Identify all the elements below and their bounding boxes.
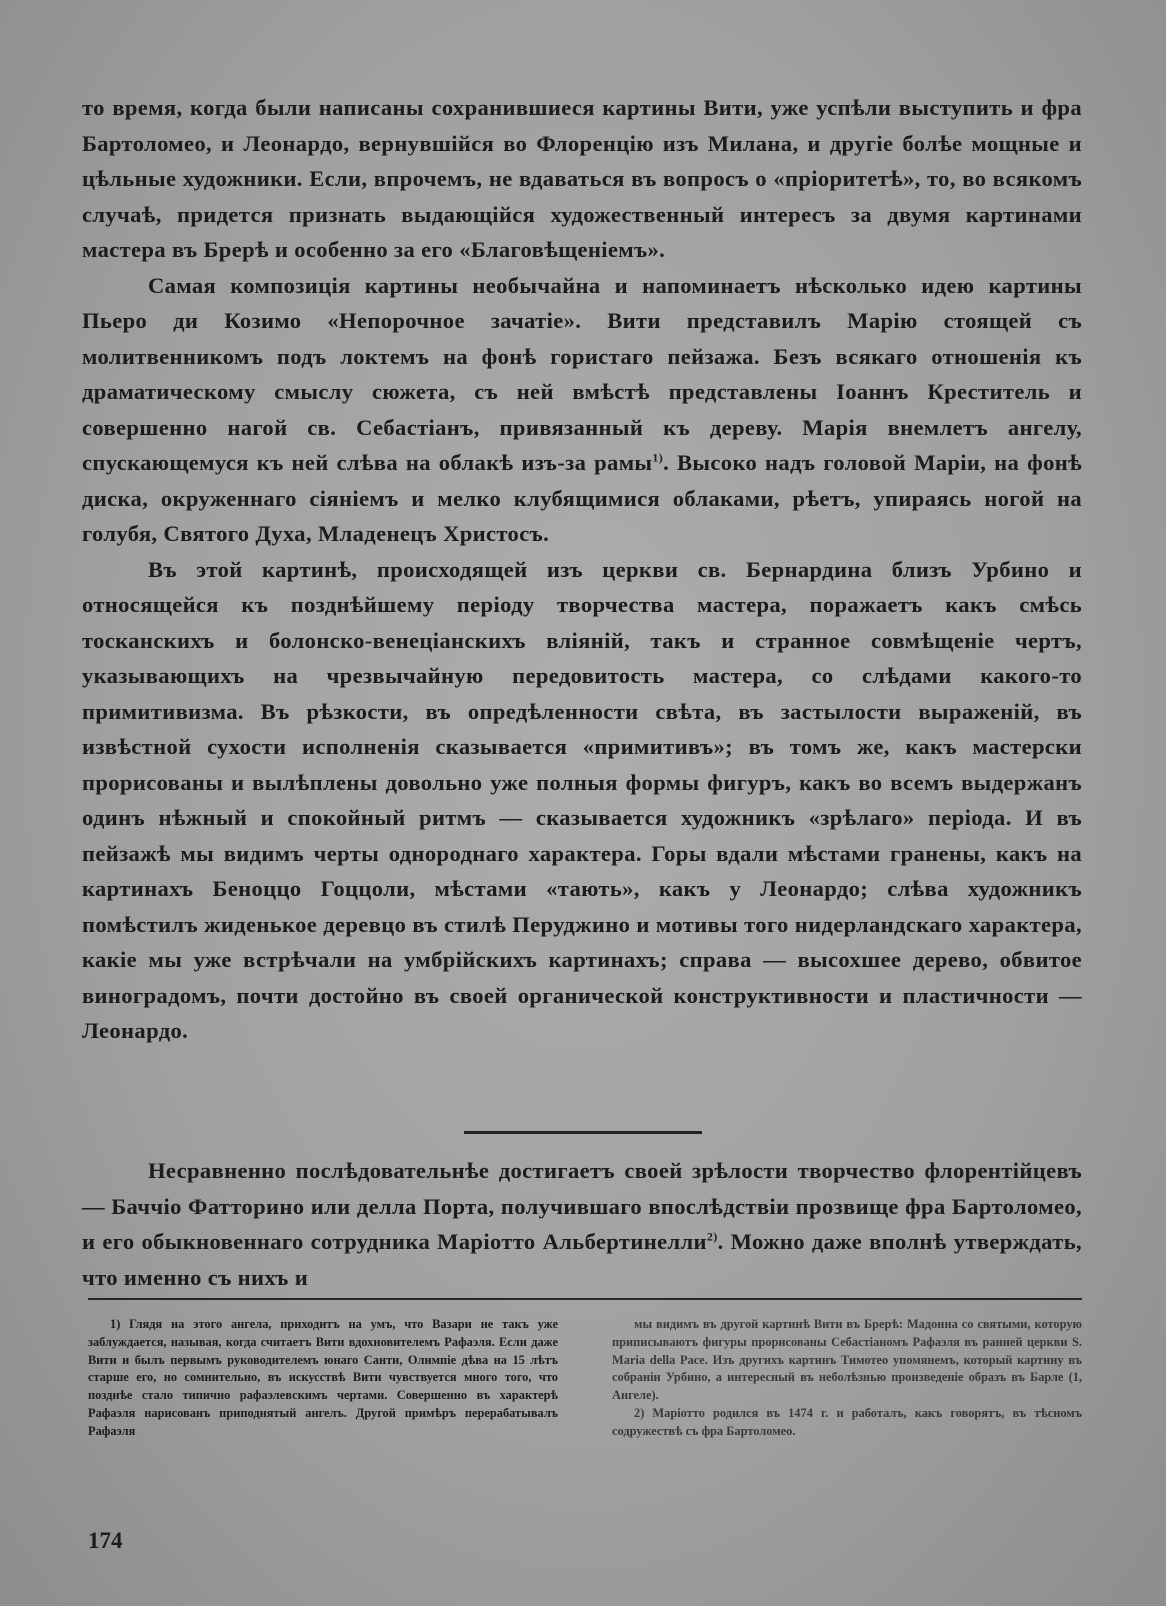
footnote-1-continued: мы видимъ въ другой картинѣ Вити въ Брерѣ: Мадонна со святыми, которую приписываютъ фигуры прорисованы Себастіаномъ Рафаэля въ ранней церкви S. Maria della Pace. Изъ другихъ картинъ Тимотео упомянемъ, который картину въ собраніи Урбино, а интересный въ неболѣзнью произведеніе образъ въ Барле (1, Ангеле). (612, 1317, 1082, 1403)
paragraph-4-end: . Можно даже вполнѣ утверждать, что именно съ нихъ и (82, 1229, 1082, 1290)
section-divider (464, 1131, 702, 1134)
paragraph-2-text: Самая композиція картины необычайна и напоминаетъ нѣсколько идею картины Пьеро ди Козимо «Непорочное зачатіе». Вити представилъ Марію стоящей съ молитвенникомъ подъ локтемъ на фонѣ гористаго пейзажа. Безъ всякаго отношенія къ драматическому смыслу сюжета, съ ней вмѣстѣ представлены Іоаннъ Креститель и совершенно нагой св. Себастіанъ, привязанный къ дереву. Марія внемлетъ ангелу, спускающемуся къ ней слѣва на облакѣ изъ-за рамы (82, 272, 1082, 475)
footnote-ref-1[interactable]: 1) (652, 450, 664, 465)
footnotes (88, 1316, 1082, 1441)
footnote-column-right (612, 1316, 1082, 1441)
paragraph-2 (82, 268, 1082, 552)
paragraph-3: Въ этой картинѣ, происходящей изъ церкви св. Бернардина близъ Урбино и относящейся къ позднѣйшему періоду творчества мастера, поражаетъ какъ смѣсь тосканскихъ и болонско-венеціанскихъ вліяній, такъ и странное совмѣщеніе чертъ, указывающихъ на чрезвычайную передовитость мастера, со слѣдами какого-то примитивизма. Въ рѣзкости, въ опредѣленности свѣта, въ застылости выраженій, въ извѣстной сухости исполненія сказывается «примитивъ»; въ томъ же, какъ мастерски прорисованы и вылѣплены довольно уже полныя формы фигуръ, какъ во всемъ выдержанъ одинъ нѣжный и спокойный ритмъ — сказывается художникъ «зрѣлаго» періода. И въ пейзажѣ мы видимъ черты однороднаго характера. Горы вдали мѣстами гранены, какъ на картинахъ Беноццо Гоццоли, мѣстами «тають», какъ у Леонардо; слѣва художникъ помѣстилъ жиденькое деревцо въ стилѣ Перуджино и мотивы того нидерландскаго характера, какіе мы уже встрѣчали на умбрійскихъ картинахъ; справа — высохшее дерево, обвитое виноградомъ, почти достойно въ своей органической конструктивности и пластичности — Леонардо. (82, 556, 1082, 1043)
main-text-block (82, 90, 1082, 1049)
footnote-2: 2) Маріотто родился въ 1474 г. и работалъ, какъ говорятъ, въ тѣсномъ содружествѣ съ фра Бартоломео. (612, 1405, 1082, 1438)
paragraph-1: то время, когда были написаны сохранившиеся картины Вити, уже успѣли выступить и фра Бартоломео, и Леонардо, вернувшійся во Флоренцію изъ Милана, и другіе болѣе мощные и цѣльные художники. Если, впрочемъ, не вдаваться въ вопросъ о «пріоритетѣ», то, во всякомъ случаѣ, придется признать выдающійся художественный интересъ за двумя картинами мастера въ Брерѣ и особенно за его «Благовѣщеніемъ». (82, 95, 1082, 262)
second-section-text (82, 1153, 1082, 1295)
footnote-1: 1) Глядя на этого ангела, приходитъ на умъ, что Вазари не такъ уже заблуждается, называя, когда считаетъ Вити вдохновителемъ Рафаэля. Если даже Вити и былъ первымъ руководителемъ юнаго Санти, Олимпіе дѣва на 15 лѣтъ старше его, но сомнительно, въ искусствѣ Вити чувствуется много того, что позднѣе стало типично рафаэлевскимъ чертами. Совершенно въ характерѣ Рафаэля нарисованъ приподнятый ангелъ. Другой примѣръ перерабатывалъ Рафаэля (88, 1317, 558, 1438)
paragraph-4-start: Несравненно послѣдовательнѣе достигаетъ своей зрѣлости творчество флорентійцевъ — Баччіо Фатторино или делла Порта, получившаго впослѣдствіи прозвище фра Бартоломео, и его обыкновеннаго сотрудника Маріотто Альбертинелли (82, 1158, 1082, 1254)
page-number: 174 (88, 1528, 123, 1553)
paragraph-2-tail: . Высоко надъ головой Маріи, на фонѣ диска, окруженнаго сіяніемъ и мелко клубящимися облаками, рѣетъ, упираясь ногой на голубя, Святого Духа, Младенецъ Христосъ. (82, 450, 1082, 546)
footnote-column-left (88, 1316, 558, 1441)
footnote-ref-2[interactable]: 2) (706, 1229, 718, 1244)
paragraph-4 (82, 1153, 1082, 1295)
footnote-divider (88, 1298, 1082, 1300)
